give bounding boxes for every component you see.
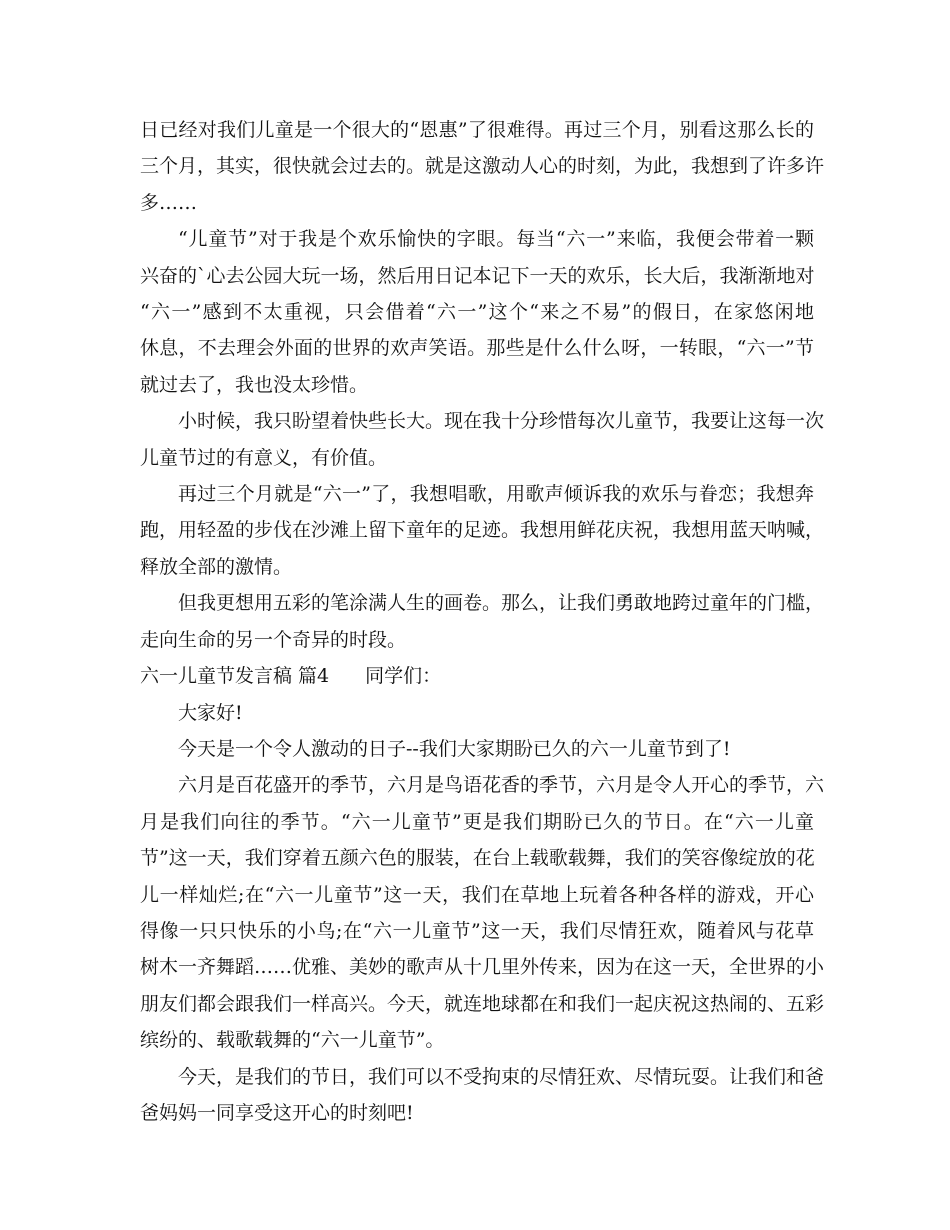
paragraph xyxy=(140,221,814,403)
text-line: 小时候，我只盼望着快些长大。现在我十分珍惜每次儿童节，我要让这每一次 xyxy=(178,410,825,433)
text-line: 儿童节过的有意义，有价值。 xyxy=(140,446,388,469)
text-line: 朋友们都会跟我们一样高兴。今天，就连地球都在和我们一起庆祝这热闹的、五彩 xyxy=(140,992,825,1015)
paragraph xyxy=(140,585,825,658)
text-line: 月是我们向往的季节。“六一儿童节”更是我们期盼已久的节日。在“六一儿童 xyxy=(140,810,814,833)
text-line: 兴奋的`心去公园大玩一场，然后用日记本记下一天的欢乐，长大后，我渐渐地对 xyxy=(140,264,815,287)
greeting-paragraph xyxy=(140,695,814,731)
text-line: 儿一样灿烂;在“六一儿童节”这一天，我们在草地上玩着各种各样的游戏，开心 xyxy=(140,883,814,906)
text-line: 三个月，其实，很快就会过去的。就是这激动人心的时刻，为此，我想到了许多许 xyxy=(140,155,825,178)
text-line: 多…… xyxy=(140,191,198,214)
greeting: 大家好! xyxy=(178,701,243,724)
text-line: 六月是百花盛开的季节，六月是鸟语花香的季节，六月是令人开心的季节，六 xyxy=(178,774,825,797)
paragraph-continuation xyxy=(140,112,825,221)
text-line: 休息，不去理会外面的世界的欢声笑语。那些是什么什么呀，一转眼，“六一”节 xyxy=(140,337,814,360)
text-line: “儿童节”对于我是个欢乐愉快的字眼。每当“六一”来临，我便会带着一颗 xyxy=(178,228,814,251)
text-line: 今天，是我们的节日，我们可以不受拘束的尽情狂欢、尽情玩耍。让我们和爸 xyxy=(178,1065,825,1088)
text-line: 得像一只只快乐的小鸟;在“六一儿童节”这一天，我们尽情狂欢，随着风与花草 xyxy=(140,919,814,942)
text-line: 缤纷的、载歌载舞的“六一儿童节”。 xyxy=(140,1029,445,1052)
text-line: 释放全部的激情。 xyxy=(140,555,293,578)
text-line: 日已经对我们儿童是一个很大的“恩惠”了很难得。再过三个月，别看这那么长的 xyxy=(140,119,814,141)
section-heading xyxy=(140,658,814,694)
text-line: 树木一齐舞蹈……优雅、美妙的歌声从十几里外传来，因为在这一天，全世界的小 xyxy=(140,956,825,979)
text-line: 今天是一个令人激动的日子--我们大家期盼已久的六一儿童节到了! xyxy=(178,737,731,760)
document-body xyxy=(140,112,825,1131)
text-line: 跑，用轻盈的步伐在沙滩上留下童年的足迹。我想用鲜花庆祝，我想用蓝天呐喊， xyxy=(140,519,825,542)
paragraph xyxy=(140,403,825,476)
text-line: 就过去了，我也没太珍惜。 xyxy=(140,373,369,396)
speech-paragraph xyxy=(140,767,825,1058)
text-line: “六一”感到不太重视，只会借着“六一”这个“来之不易”的假日，在家悠闲地 xyxy=(140,301,814,324)
paragraph xyxy=(140,476,825,585)
text-line: 再过三个月就是“六一”了，我想唱歌，用歌声倾诉我的欢乐与眷恋；我想奔 xyxy=(178,483,814,506)
text-line: 爸妈妈一同享受这开心的时刻吧! xyxy=(140,1101,414,1124)
text-line: 走向生命的另一个奇异的时段。 xyxy=(140,628,407,651)
salutation: 同学们： xyxy=(365,665,442,688)
speech-paragraph xyxy=(140,1059,825,1132)
text-line: 节”这一天，我们穿着五颜六色的服装，在台上载歌载舞，我们的笑容像绽放的花 xyxy=(140,847,815,870)
text-line: 但我更想用五彩的笔涂满人生的画卷。那么，让我们勇敢地跨过童年的门槛， xyxy=(178,592,825,615)
speech-paragraph xyxy=(140,731,814,767)
section-title: 六一儿童节发言稿 篇4 xyxy=(140,665,330,688)
